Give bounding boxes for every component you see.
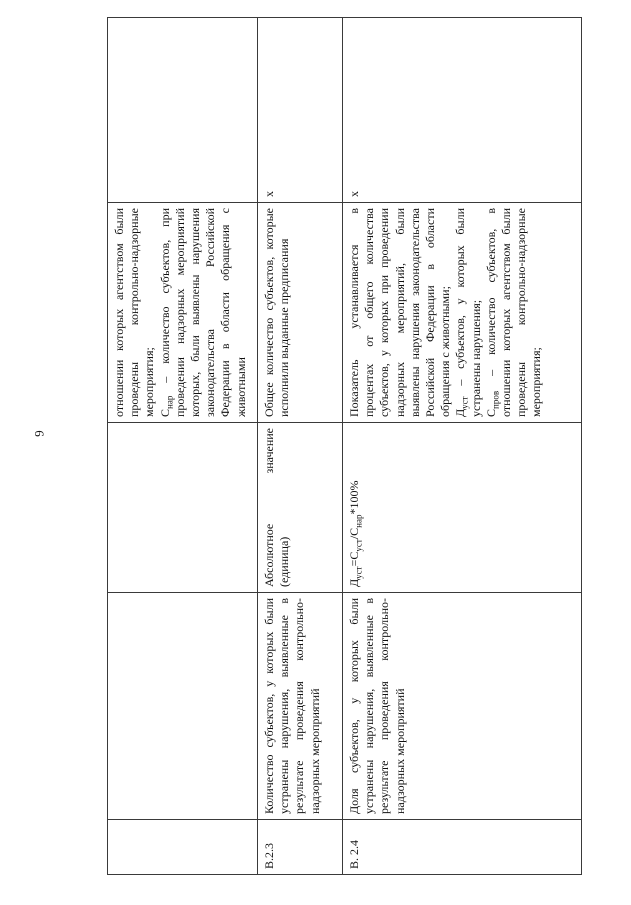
rotated-table-container — [107, 18, 582, 875]
table-row-continuation — [108, 18, 258, 875]
row-name: Количество субъектов, у которых были устранены нарушения, выявленные в результате проведения контрольно-надзорных мероприятий — [262, 598, 322, 814]
cell-formula — [258, 423, 343, 593]
variable-c: С — [157, 408, 172, 417]
cell-formula-empty — [108, 423, 258, 593]
table-row — [258, 18, 343, 875]
variable-d: Д — [453, 408, 468, 417]
row-code: В.2.3 — [262, 842, 276, 869]
row-definition-c: – количество субъектов, в отношении которых агентством были проведены контрольно-надзорные мероприятия; — [483, 208, 544, 417]
row-definition-d: – субъектов, у которых были устранены нарушения; — [453, 208, 483, 417]
cell-definition — [343, 203, 582, 423]
cell-formula — [343, 423, 582, 593]
row-mark: х — [347, 191, 361, 197]
cell-name — [343, 593, 582, 820]
continuation-text-2: – количество субъектов, при проведении надзорных мероприятий которых, были выявлены нарушения законодательства Российской Федерации в области обращения с животными — [157, 208, 248, 417]
variable-subscript: пров — [490, 390, 501, 409]
cell-code — [343, 820, 582, 875]
cell-mark — [258, 18, 343, 203]
table-row — [343, 18, 582, 875]
cell-last-empty — [108, 18, 258, 203]
page-number: 6 — [31, 430, 47, 437]
indicators-table — [107, 17, 582, 875]
cell-name — [258, 593, 343, 820]
variable-subscript: нар — [164, 395, 174, 409]
row-formula: $Д_{уст}=С_{уст}/С_{нар}*100\%$ — [347, 480, 364, 587]
row-mark: х — [262, 191, 276, 197]
cell-definition — [258, 203, 343, 423]
cell-code-empty — [108, 820, 258, 875]
continuation-text-1: отношении которых агентством были проведены контрольно-надзорные мероприятия; — [112, 208, 157, 417]
cell-mark — [343, 18, 582, 203]
variable-c: С — [483, 408, 498, 417]
variable-subscript: уст — [459, 396, 470, 409]
cell-name-empty — [108, 593, 258, 820]
row-formula: Абсолютное значение (единица) — [262, 428, 292, 587]
row-definition: Общее количество субъектов, которые исполнили выданные предписания — [262, 208, 292, 417]
cell-code — [258, 820, 343, 875]
row-name: Доля субъектов, у которых были устранены нарушения, выявленные в результате проведения контрольно-надзорных мероприятий — [347, 598, 407, 814]
row-definition-intro: Показатель устанавливается в процентах от общего количества субъектов, у которых при проведении надзорных мероприятий, были выявлены нарушения законодательства Российской Федерации в области обращения с животными; — [347, 208, 453, 417]
row-code: В. 2.4 — [347, 839, 361, 869]
cell-definition-continuation — [108, 203, 258, 423]
